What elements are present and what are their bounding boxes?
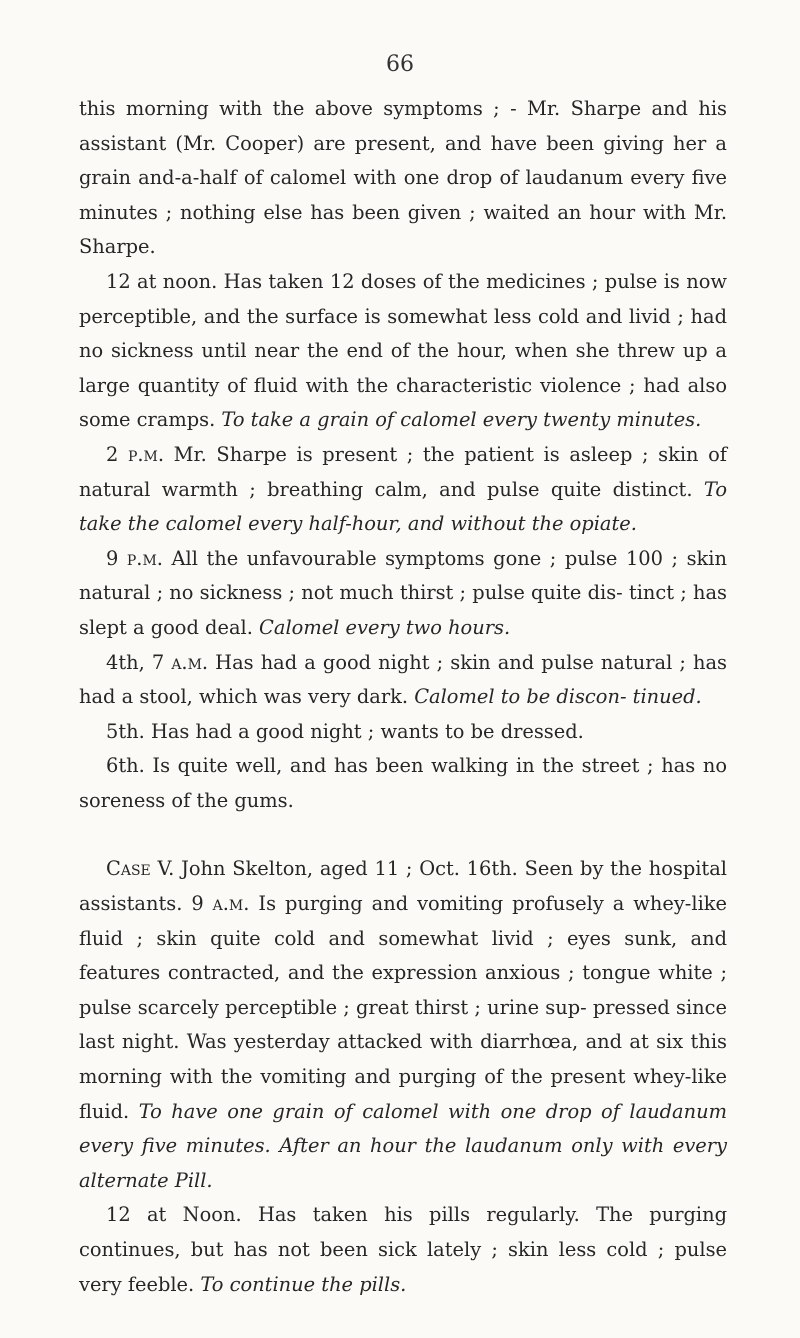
small-caps-text: a.m. xyxy=(212,892,250,916)
paragraph-text: 6th. Is quite well, and has been walking in the street ; has no soreness of the gums. xyxy=(79,754,727,812)
prescription-text: Calomel every two hours. xyxy=(259,615,511,639)
prescription-text: To take a grain of calomel every twenty minutes. xyxy=(221,408,702,432)
small-caps-text: p.m. xyxy=(126,546,163,570)
prescription-text: To have one grain of calomel with one drop of laudanum every five minutes. After an hour the laudanum only with every alternate Pill. xyxy=(79,1099,727,1192)
paragraph xyxy=(79,646,727,715)
paragraph-text: this morning with the above symptoms ; - Mr. Sharpe and his assistant (Mr. Cooper) are present, and have been giving her a grain and-a-half of calomel with one drop of laudanum every five minutes ; nothing else has been given ; waited an hour with Mr. Sharpe. xyxy=(79,97,727,259)
paragraph-text: V. John Skelton, aged 11 ; Oct. 16th. Seen by the hospital assistants. 9 xyxy=(79,857,727,916)
small-caps-text: Case xyxy=(106,857,151,881)
prescription-text: Calomel to be discon- tinued. xyxy=(414,685,702,709)
paragraph-text: Has had a good night ; skin and pulse natural ; has had a stool, which was very dark. xyxy=(79,650,727,709)
small-caps-text: a.m. xyxy=(171,650,209,674)
paragraph-text: 4th, 7 xyxy=(106,650,172,674)
paragraph xyxy=(79,438,727,542)
paragraph-text: Is purging and vomiting profusely a whey-like fluid ; skin quite cold and somewhat livid ; eyes sunk, and features contracted, and the expression anxious ; tongue white ; pulse scarcely perceptible ; great thirst ; urine sup- pressed since last night. Was yesterday attacked with diarrhœa, and at six this morning with the vomiting and purging of the present whey-like fluid. xyxy=(79,892,727,1123)
paragraph-text: 5th. Has had a good night ; wants to be dressed. xyxy=(106,719,584,743)
paragraph-text: 12 at Noon. Has taken his pills regularly. The purging continues, but has not been sick lately ; skin less cold ; pulse very feeble. xyxy=(79,1203,727,1296)
page-body xyxy=(79,92,727,1302)
paragraph-text: Mr. Sharpe is present ; the patient is asleep ; skin of natural warmth ; breathing calm, and pulse quite distinct. xyxy=(79,442,727,501)
small-caps-text: p.m. xyxy=(127,442,165,466)
page-number: 66 xyxy=(386,52,414,77)
prescription-text: To take the calomel every half-hour, and without the opiate. xyxy=(79,477,727,536)
paragraph-text: All the unfavourable symptoms gone ; pulse 100 ; skin natural ; no sickness ; not much thirst ; pulse quite dis- tinct ; has slept a good deal. xyxy=(79,546,727,639)
prescription-text: To continue the pills. xyxy=(200,1272,407,1296)
paragraph xyxy=(79,715,727,750)
paragraph xyxy=(79,92,727,265)
section-gap xyxy=(79,818,727,852)
paragraph-text: 2 xyxy=(106,442,128,466)
paragraph-text: 12 at noon. Has taken 12 doses of the medicines ; pulse is now perceptible, and the surface is somewhat less cold and livid ; had no sickness until near the end of the hour, when she threw up a large quantity of fluid with the characteristic violence ; had also some cramps. xyxy=(79,269,727,432)
paragraph xyxy=(79,265,727,438)
paragraph-text: 9 xyxy=(106,546,127,570)
paragraph xyxy=(79,749,727,818)
paragraph xyxy=(79,852,727,1198)
paragraph xyxy=(79,542,727,646)
paragraph xyxy=(79,1198,727,1302)
